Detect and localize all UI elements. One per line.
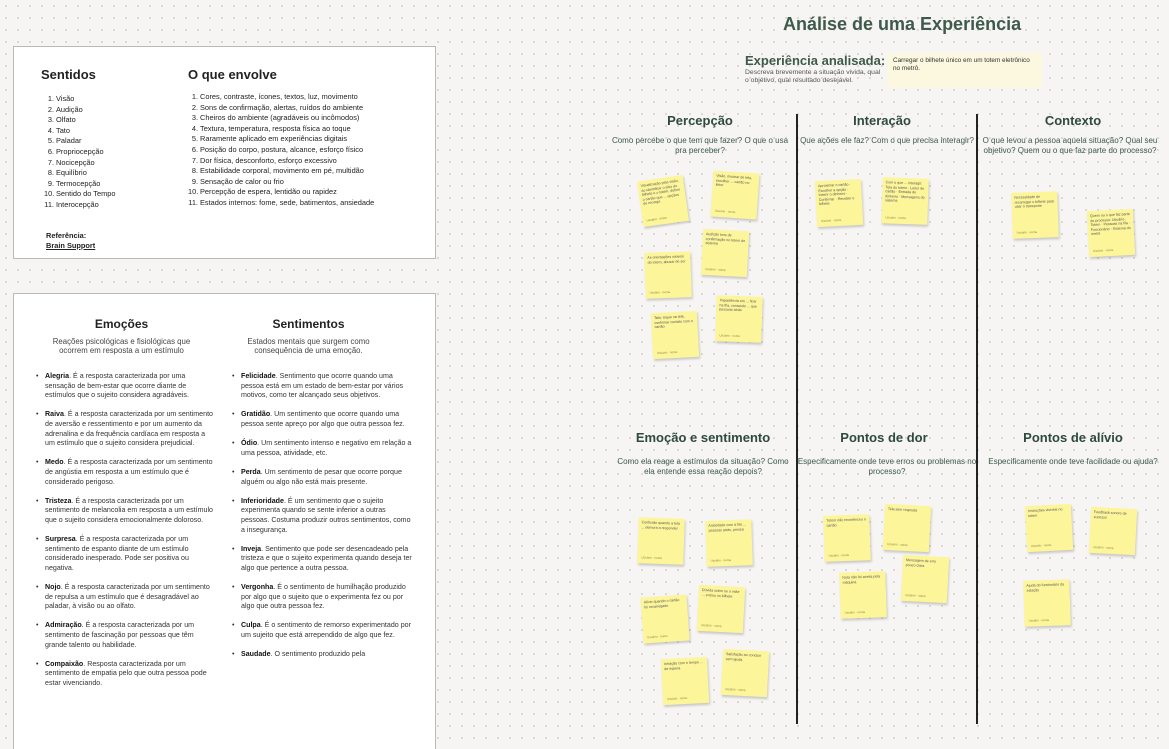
involves-heading: O que envolve bbox=[188, 67, 277, 82]
feelings-subtitle: Estados mentais que surgem como consequência de uma emoção. bbox=[247, 337, 370, 356]
sticky-note-text: Audição tons de confirmação no totem do sistema bbox=[705, 231, 746, 246]
emotions-list bbox=[36, 372, 216, 698]
feeling-item-9: • Saudade. O sentimento produzido pela bbox=[232, 650, 412, 660]
sticky-note[interactable] bbox=[1023, 579, 1071, 627]
section-question-alivio: Especificamente onde teve facilidade ou ajuda? bbox=[988, 457, 1158, 466]
involves-item-8: 8. Estabilidade corporal, movimento em pé, multidão bbox=[191, 166, 364, 176]
sticky-note-text: Confusão quando a tela ... demora a responder bbox=[641, 520, 680, 531]
sticky-note[interactable] bbox=[651, 311, 699, 359]
emotion-item-6: • Nojo. É a resposta caracterizada por um sentimento de repulsa a um estímulo que é desagradável ao paladar, à visão ou ao olfato. bbox=[36, 583, 216, 612]
section-title-alivio: Pontos de alívio bbox=[1023, 430, 1123, 445]
sticky-note[interactable] bbox=[839, 571, 887, 619]
sticky-note[interactable] bbox=[1087, 209, 1135, 257]
sticky-note-text: Quem ou o que faz parte do processo: Usuário · Totem · Pessoas na fila · Funcionário · Sistema do metrô bbox=[1089, 211, 1131, 237]
sticky-note[interactable] bbox=[901, 555, 949, 603]
sticky-note-author: Usuário · nome bbox=[844, 609, 866, 615]
sense-item-9: 9. Termocepção bbox=[47, 178, 101, 188]
sticky-note[interactable] bbox=[1011, 191, 1059, 239]
sticky-note-text: Necessidade de recarregar o bilhete para usar o transporte bbox=[1014, 194, 1054, 209]
sticky-note-author: Usuário · nome bbox=[1016, 229, 1038, 235]
sticky-note-author: Usuário · nome bbox=[666, 695, 688, 701]
experience-value[interactable]: Carregar o bilhete único em um totem eletrônico no metrô. bbox=[887, 53, 1042, 88]
section-question-interacao: Que ações ele faz? Com o que precisa interagir? bbox=[800, 136, 974, 145]
sticky-note-author: Usuário · nome bbox=[701, 622, 722, 629]
involves-item-9: 9. Sensação de calor ou frio bbox=[191, 176, 284, 186]
emotions-title: Emoções bbox=[94, 317, 149, 331]
sticky-note[interactable] bbox=[710, 170, 759, 219]
sticky-note-author: Usuário · nome bbox=[1030, 542, 1052, 548]
emotion-item-3: • Medo. É a resposta caracterizada por um sentimento de angústia em resposta a um estímulo que é considerado perigoso. bbox=[36, 458, 216, 487]
section-question-emocao: Como ela reage a estímulos da situação? Como ela entende essa reação depois? bbox=[617, 457, 789, 476]
involves-item-4: 4. Textura, temperatura, resposta física ao toque bbox=[191, 123, 351, 133]
feeling-item-3: • Ódio. Um sentimento intenso e negativo em relação a uma pessoa, atividade, etc. bbox=[232, 439, 412, 458]
sticky-note-author: Usuário · nome bbox=[646, 215, 668, 223]
sticky-note-author: Usuário · nome bbox=[714, 208, 736, 215]
sticky-note-author: Usuário · nome bbox=[887, 541, 908, 548]
reference-link[interactable]: Brain Support bbox=[46, 240, 96, 250]
sticky-note-text: Visão, mostrar de tela, escolher ... cartão no leitor bbox=[715, 173, 753, 188]
senses-list bbox=[44, 94, 115, 211]
sticky-note-text: Impaciência em ... ficar na fila, contando ... que pessoas atrás bbox=[719, 298, 757, 313]
sticky-note[interactable] bbox=[705, 519, 753, 567]
sticky-note-text: Com o que ... interagir: Tela do totem · Leitor de cartão · Entrada de dinheiro · Mensagens do sistema bbox=[884, 180, 925, 203]
sense-item-5: 5. Paladar bbox=[47, 136, 82, 146]
section-question-percepcao: Como percebe o que tem que fazer? O que o usa pra perceber? bbox=[611, 136, 789, 155]
emotion-item-8: • Compaixão. Resposta caracterizada por um sentimento de empatia pelo que outra pessoa pode estar vivenciando. bbox=[36, 660, 216, 689]
sticky-note-author: Usuário · nome bbox=[820, 217, 842, 223]
sticky-note[interactable] bbox=[701, 229, 749, 277]
involves-item-3: 3. Cheiros do ambiente (agradáveis ou incômodos) bbox=[191, 113, 360, 123]
sticky-note-text: Nota não foi aceita pela máquina bbox=[842, 574, 881, 585]
sticky-note-author: Usuário · nome bbox=[1092, 247, 1114, 253]
emotions-card bbox=[13, 293, 436, 749]
sticky-note[interactable] bbox=[1089, 507, 1137, 555]
involves-item-11: 11. Estados internos: fome, sede, batimentos, ansiedade bbox=[188, 197, 375, 207]
experience-hint: Descreva brevemente a situação vivida, qual o objetivo, qual resultado desejável. bbox=[745, 69, 881, 85]
sticky-note-author: Usuário · nome bbox=[656, 349, 678, 355]
board-title: Análise de uma Experiência bbox=[783, 14, 1022, 34]
feeling-item-2: • Gratidão. Um sentimento que ocorre quando uma pessoa sente apreço por algo que outra pessoa fez. bbox=[232, 410, 412, 429]
sticky-note[interactable] bbox=[644, 251, 692, 299]
sticky-note-author: Usuário · nome bbox=[647, 633, 668, 640]
sticky-note-author: Usuário · nome bbox=[828, 552, 850, 558]
sense-item-4: 4. Tato bbox=[47, 125, 70, 135]
sticky-note[interactable] bbox=[881, 177, 929, 225]
sticky-note[interactable] bbox=[721, 649, 769, 697]
feeling-item-7: • Vergonha. É o sentimento de humilhação produzido por algo que o sujeito que o experimenta fez ou por algo que outra pessoa fez. bbox=[232, 583, 412, 612]
sticky-note-text: Irritação com o tempo ... de espera bbox=[663, 660, 703, 671]
sense-item-8: 8. Equilíbrio bbox=[47, 168, 87, 178]
sticky-note[interactable] bbox=[637, 175, 689, 227]
feeling-item-6: • Inveja. Sentimento que pode ser desencadeado pela tristeza e que o sujeito experimenta quando deseja ter algo que pertence a outra pessoa. bbox=[232, 545, 412, 574]
involves-item-2: 2. Sons de confirmação, alertas, ruídos do ambiente bbox=[191, 102, 364, 112]
sticky-note-text: Aproximar o cartão · Escolher a opção · Inserir o dinheiro · Confirmar · Receber o bilhete bbox=[817, 182, 855, 207]
sense-item-11: 11. Interocepção bbox=[44, 199, 99, 209]
sticky-note-text: Visualização pela visão, ao identificar o sítio do bilhete e o totem, definir o cartão que ... opções de recarga bbox=[640, 178, 681, 206]
sense-item-6: 6. Propriocepção bbox=[47, 146, 104, 156]
emotion-item-4: • Tristeza. É a resposta caracterizada por um sentimento de melancolia em resposta a um estímulo que o sujeito considera emocionalmente doloroso. bbox=[36, 497, 216, 526]
section-question-dor: Especificamente onde teve erros ou problemas no processo? bbox=[797, 457, 977, 476]
feelings-list bbox=[232, 372, 412, 669]
reference bbox=[46, 231, 95, 250]
section-title-emocao: Emoção e sentimento bbox=[635, 430, 771, 445]
section-title-contexto: Contexto bbox=[1044, 113, 1102, 128]
section-title-dor: Pontos de dor bbox=[840, 430, 928, 445]
reference-label: Referência: bbox=[46, 231, 87, 240]
involves-item-6: 6. Posição do corpo, postura, alcance, esforço físico bbox=[191, 144, 364, 154]
senses-card bbox=[13, 46, 436, 259]
feeling-item-1: • Felicidade. Sentimento que ocorre quando uma pessoa está em um estado de bem-estar por vários motivos, como ter alcançado seus objetivos. bbox=[232, 372, 412, 401]
sense-item-2: 2. Audição bbox=[47, 104, 83, 114]
divider-right bbox=[976, 114, 978, 724]
sticky-note[interactable] bbox=[1025, 504, 1073, 552]
sticky-note-author: Usuário · nome bbox=[649, 289, 671, 295]
sticky-note-text: As orientações visíveis do totem, abusar de ser bbox=[647, 254, 686, 265]
sticky-note-text: Instruções visíveis no totem bbox=[1027, 507, 1063, 518]
involves-item-5: 5. Raramente aplicado em experiências digitais bbox=[191, 134, 348, 144]
senses-heading: Sentidos bbox=[41, 67, 96, 82]
emotion-item-2: • Raiva. É a resposta caracterizada por um sentimento de aversão e ressentimento e por um aumento da adrenalina e da frequência cardíaca em resposta a um estímulo que o sujeito considera prejudicial. bbox=[36, 410, 216, 448]
sticky-note-text: Dúvida sobre se o valor ... entrou no bilhete bbox=[701, 587, 740, 599]
sticky-note-text: Tato: toque na tela, confirmar contato com o cartão bbox=[653, 314, 693, 330]
sticky-note-text: Mensagem de erro pouco clara bbox=[905, 557, 937, 568]
sticky-note-author: Usuário · nome bbox=[719, 333, 740, 339]
involves-item-10: 10. Percepção de espera, lentidão ou rapidez bbox=[188, 187, 337, 197]
sticky-note-author: Usuário · nome bbox=[710, 557, 732, 563]
feelings-title: Sentimentos bbox=[272, 317, 345, 331]
feeling-item-4: • Perda. Um sentimento de pesar que ocorre porque alguém ou algo não está mais presente. bbox=[232, 468, 412, 487]
sticky-note-author: Usuário · nome bbox=[1028, 617, 1050, 623]
sense-item-10: 10. Sentido do Tempo bbox=[44, 189, 116, 199]
feeling-item-8: • Culpa. É o sentimento de remorso experimentado por um sujeito que está arrependido de algo que fez. bbox=[232, 621, 412, 640]
emotion-item-7: • Admiração. É a resposta caracterizada por um sentimento de fascinação por pessoas que têm grande talento ou habilidade. bbox=[36, 621, 216, 650]
sticky-note-text: Ajuda do funcionário da estação bbox=[1026, 582, 1065, 593]
sticky-note-author: Usuário · nome bbox=[725, 686, 746, 693]
experience-label: Experiência analisada: bbox=[745, 53, 886, 68]
sticky-note-author: Usuário · nome bbox=[641, 555, 662, 561]
emotions-subtitle: Reações psicológicas e fisiológicas que ocorrem em resposta a um estímulo bbox=[52, 337, 191, 356]
emotion-item-5: • Surpresa. É a resposta caracterizada por um sentimento de espanto diante de um estímulo considerado inesperado. Pode ser positiva ou negativa. bbox=[36, 535, 216, 573]
sense-item-3: 3. Olfato bbox=[47, 115, 76, 125]
section-title-interacao: Interação bbox=[853, 113, 911, 128]
involves-item-1: 1. Cores, contraste, ícones, textos, luz, movimento bbox=[191, 92, 358, 101]
sticky-note[interactable] bbox=[637, 517, 685, 565]
sticky-note[interactable] bbox=[815, 179, 863, 227]
sticky-note[interactable] bbox=[823, 514, 871, 562]
divider-left bbox=[796, 114, 798, 724]
sticky-note[interactable] bbox=[697, 585, 745, 633]
sticky-note[interactable] bbox=[883, 504, 931, 552]
involves-item-7: 7. Dor física, desconforto, esforço excessivo bbox=[191, 155, 337, 165]
sticky-note[interactable] bbox=[715, 295, 763, 343]
emotion-item-1: • Alegria. É a resposta caracterizada por uma sensação de bem-estar que ocorre diante de estímulos que o sujeito considera agradáveis. bbox=[36, 372, 216, 401]
sticky-note-text: Ansiedade com a fila ... pessoas atrás, pressa bbox=[708, 522, 746, 533]
sticky-note[interactable] bbox=[640, 594, 689, 643]
sticky-note-text: Totem não reconheceu o cartão bbox=[826, 517, 866, 528]
sticky-note-text: Satisfação ao concluir sem ajuda bbox=[725, 651, 762, 662]
sticky-note-author: Usuário · nome bbox=[885, 215, 906, 221]
sticky-note-text: Feedback sonoro de sucesso bbox=[1093, 509, 1127, 520]
sticky-note-author: Usuário · nome bbox=[905, 592, 926, 599]
sticky-note-text: Tela sem resposta bbox=[887, 506, 918, 513]
sticky-note-author: Usuário · nome bbox=[1093, 544, 1114, 551]
section-question-contexto: O que levou a pessoa aquela situação? Qual seu objetivo? Quem ou o que faz parte do processo? bbox=[982, 136, 1158, 155]
sticky-note-text: Alívio quando o cartão foi recarregado bbox=[643, 597, 680, 609]
sticky-note-author: Usuário · nome bbox=[705, 266, 726, 273]
feeling-item-5: • Inferioridade. É um sentimento que o sujeito experimenta quando se sente inferior a outras pessoas. Costuma produzir outros sentimentos, como a insegurança. bbox=[232, 497, 412, 535]
sticky-note[interactable] bbox=[661, 657, 709, 705]
sense-item-7: 7. Nocicepção bbox=[47, 157, 95, 167]
section-title-percepcao: Percepção bbox=[667, 113, 733, 128]
sense-item-1: 1. Visão bbox=[47, 94, 75, 103]
involves-list bbox=[188, 92, 374, 209]
